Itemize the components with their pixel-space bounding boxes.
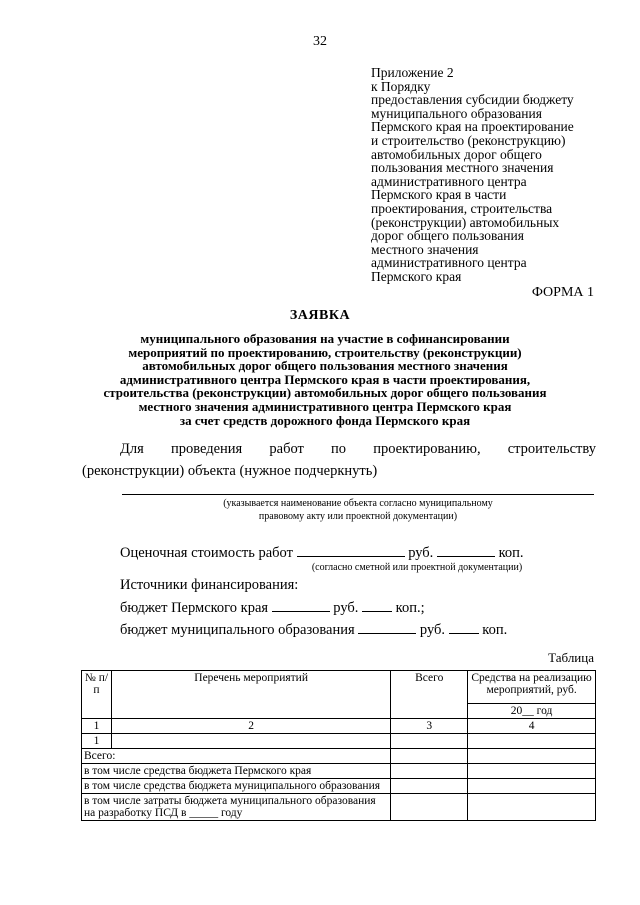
table-cell[interactable]: [391, 764, 468, 779]
col-number: 4: [468, 719, 596, 734]
form-label: ФОРМА 1: [531, 285, 594, 300]
col-number: 3: [391, 719, 468, 734]
table-caption: Таблица: [548, 650, 594, 665]
subtitle-line: строительства (реконструкции) автомобильных дорог общего пользования: [103, 385, 547, 401]
object-note: (указывается наименование объекта согласно муниципальному правовому акту или проектной документации): [223, 498, 493, 522]
summary-label: в том числе средства бюджета муниципального образования: [82, 779, 391, 794]
subtitle-line: административного центра Пермского края в части проектирования,: [119, 371, 531, 387]
header-list: Перечень мероприятий: [111, 671, 390, 719]
appendix-line: к Порядку: [371, 78, 431, 94]
appendix-line: муниципального образования: [371, 105, 542, 121]
table-row: [82, 734, 596, 749]
table-cell[interactable]: [468, 794, 596, 821]
summary-label: в том числе затраты бюджета муниципального образования на разработку ПСД в _____ году: [82, 794, 391, 821]
appendix-line: административного центра: [371, 255, 527, 271]
summary-row-total: [82, 749, 596, 764]
intro-word: по: [331, 441, 347, 457]
municipal-budget-line: бюджет муниципального образования руб. коп.: [120, 622, 508, 638]
appendix-line: и строительство (реконструкцию): [371, 132, 566, 148]
object-name-line[interactable]: [122, 494, 594, 495]
header-num: № п/п: [82, 671, 112, 719]
appendix-line: предоставления субсидии бюджету: [371, 92, 574, 108]
subtitle-line: за счет средств дорожного фонда Пермского края: [179, 412, 471, 428]
col-number: 2: [111, 719, 390, 734]
document-title: ЗАЯВКА: [289, 308, 351, 323]
header-funds: Средства на реализацию мероприятий, руб.: [468, 671, 596, 704]
summary-row-psd: [82, 794, 596, 821]
table-cell[interactable]: [468, 734, 596, 749]
subtitle-line: местного значения административного центра Пермского края: [138, 398, 512, 414]
appendix-line: проектирования, строительства: [371, 200, 553, 216]
intro-word: строительству: [507, 441, 596, 457]
table-cell[interactable]: [391, 779, 468, 794]
intro-word: работ: [269, 441, 304, 457]
appendix-line: дорог общего пользования: [371, 228, 524, 244]
row-num: 1: [82, 734, 112, 749]
appendix-line: административного центра: [371, 173, 527, 189]
intro-word: проведения: [170, 441, 243, 457]
applications-table: [81, 670, 596, 821]
cost-note: (согласно сметной или проектной документации): [311, 562, 523, 573]
subtitle-line: мероприятий по проектированию, строительству (реконструкции): [128, 344, 522, 360]
document-subtitle: [60, 332, 590, 427]
table-cell[interactable]: [391, 749, 468, 764]
appendix-line: автомобильных дорог общего: [371, 146, 542, 162]
appendix-line: местного значения: [371, 241, 479, 257]
table-cell[interactable]: [468, 749, 596, 764]
table-cell[interactable]: [111, 734, 390, 749]
table-cell[interactable]: [391, 734, 468, 749]
region-budget-line: бюджет Пермского края руб. коп.;: [120, 600, 425, 616]
region-rub-field[interactable]: [272, 599, 330, 612]
summary-label: в том числе средства бюджета Пермского края: [82, 764, 391, 779]
appendix-line: (реконструкции) автомобильных: [371, 214, 560, 230]
table-header-row: [82, 671, 596, 704]
header-total: Всего: [391, 671, 468, 719]
page-number: 32: [313, 34, 327, 49]
header-year: 20__ год: [468, 704, 596, 719]
table-numbering-row: [82, 719, 596, 734]
appendix-line: Пермского края: [371, 268, 462, 284]
appendix-line: пользования местного значения: [371, 160, 554, 176]
cost-line: Оценочная стоимость работ руб. коп.: [120, 545, 524, 561]
intro-paragraph: [82, 441, 596, 480]
subtitle-line: муниципального образования на участие в софинансировании: [140, 331, 510, 346]
col-number: 1: [82, 719, 112, 734]
appendix-line: Пермского края в части: [371, 187, 507, 203]
appendix-line: Пермского края на проектирование: [371, 119, 574, 135]
table-cell[interactable]: [391, 794, 468, 821]
appendix-block: [371, 66, 611, 284]
region-kop-field[interactable]: [362, 599, 392, 612]
municipal-rub-field[interactable]: [358, 621, 416, 634]
table-cell[interactable]: [468, 779, 596, 794]
summary-row-region: [82, 764, 596, 779]
sources-label: Источники финансирования:: [120, 577, 299, 593]
intro-line-2: (реконструкции) объекта (нужное подчеркнуть): [82, 463, 378, 479]
summary-label: Всего:: [82, 749, 391, 764]
cost-label: Оценочная стоимость работ: [120, 545, 293, 561]
intro-line-1: [82, 441, 596, 458]
intro-word: Для: [120, 441, 144, 457]
municipal-kop-field[interactable]: [449, 621, 479, 634]
table-cell[interactable]: [468, 764, 596, 779]
cost-kop-field[interactable]: [437, 544, 495, 557]
summary-row-municipal: [82, 779, 596, 794]
cost-rub-field[interactable]: [297, 544, 405, 557]
intro-word: проектированию,: [373, 441, 481, 457]
appendix-line: Приложение 2: [371, 65, 454, 80]
subtitle-line: автомобильных дорог общего пользования местного значения: [142, 358, 508, 374]
